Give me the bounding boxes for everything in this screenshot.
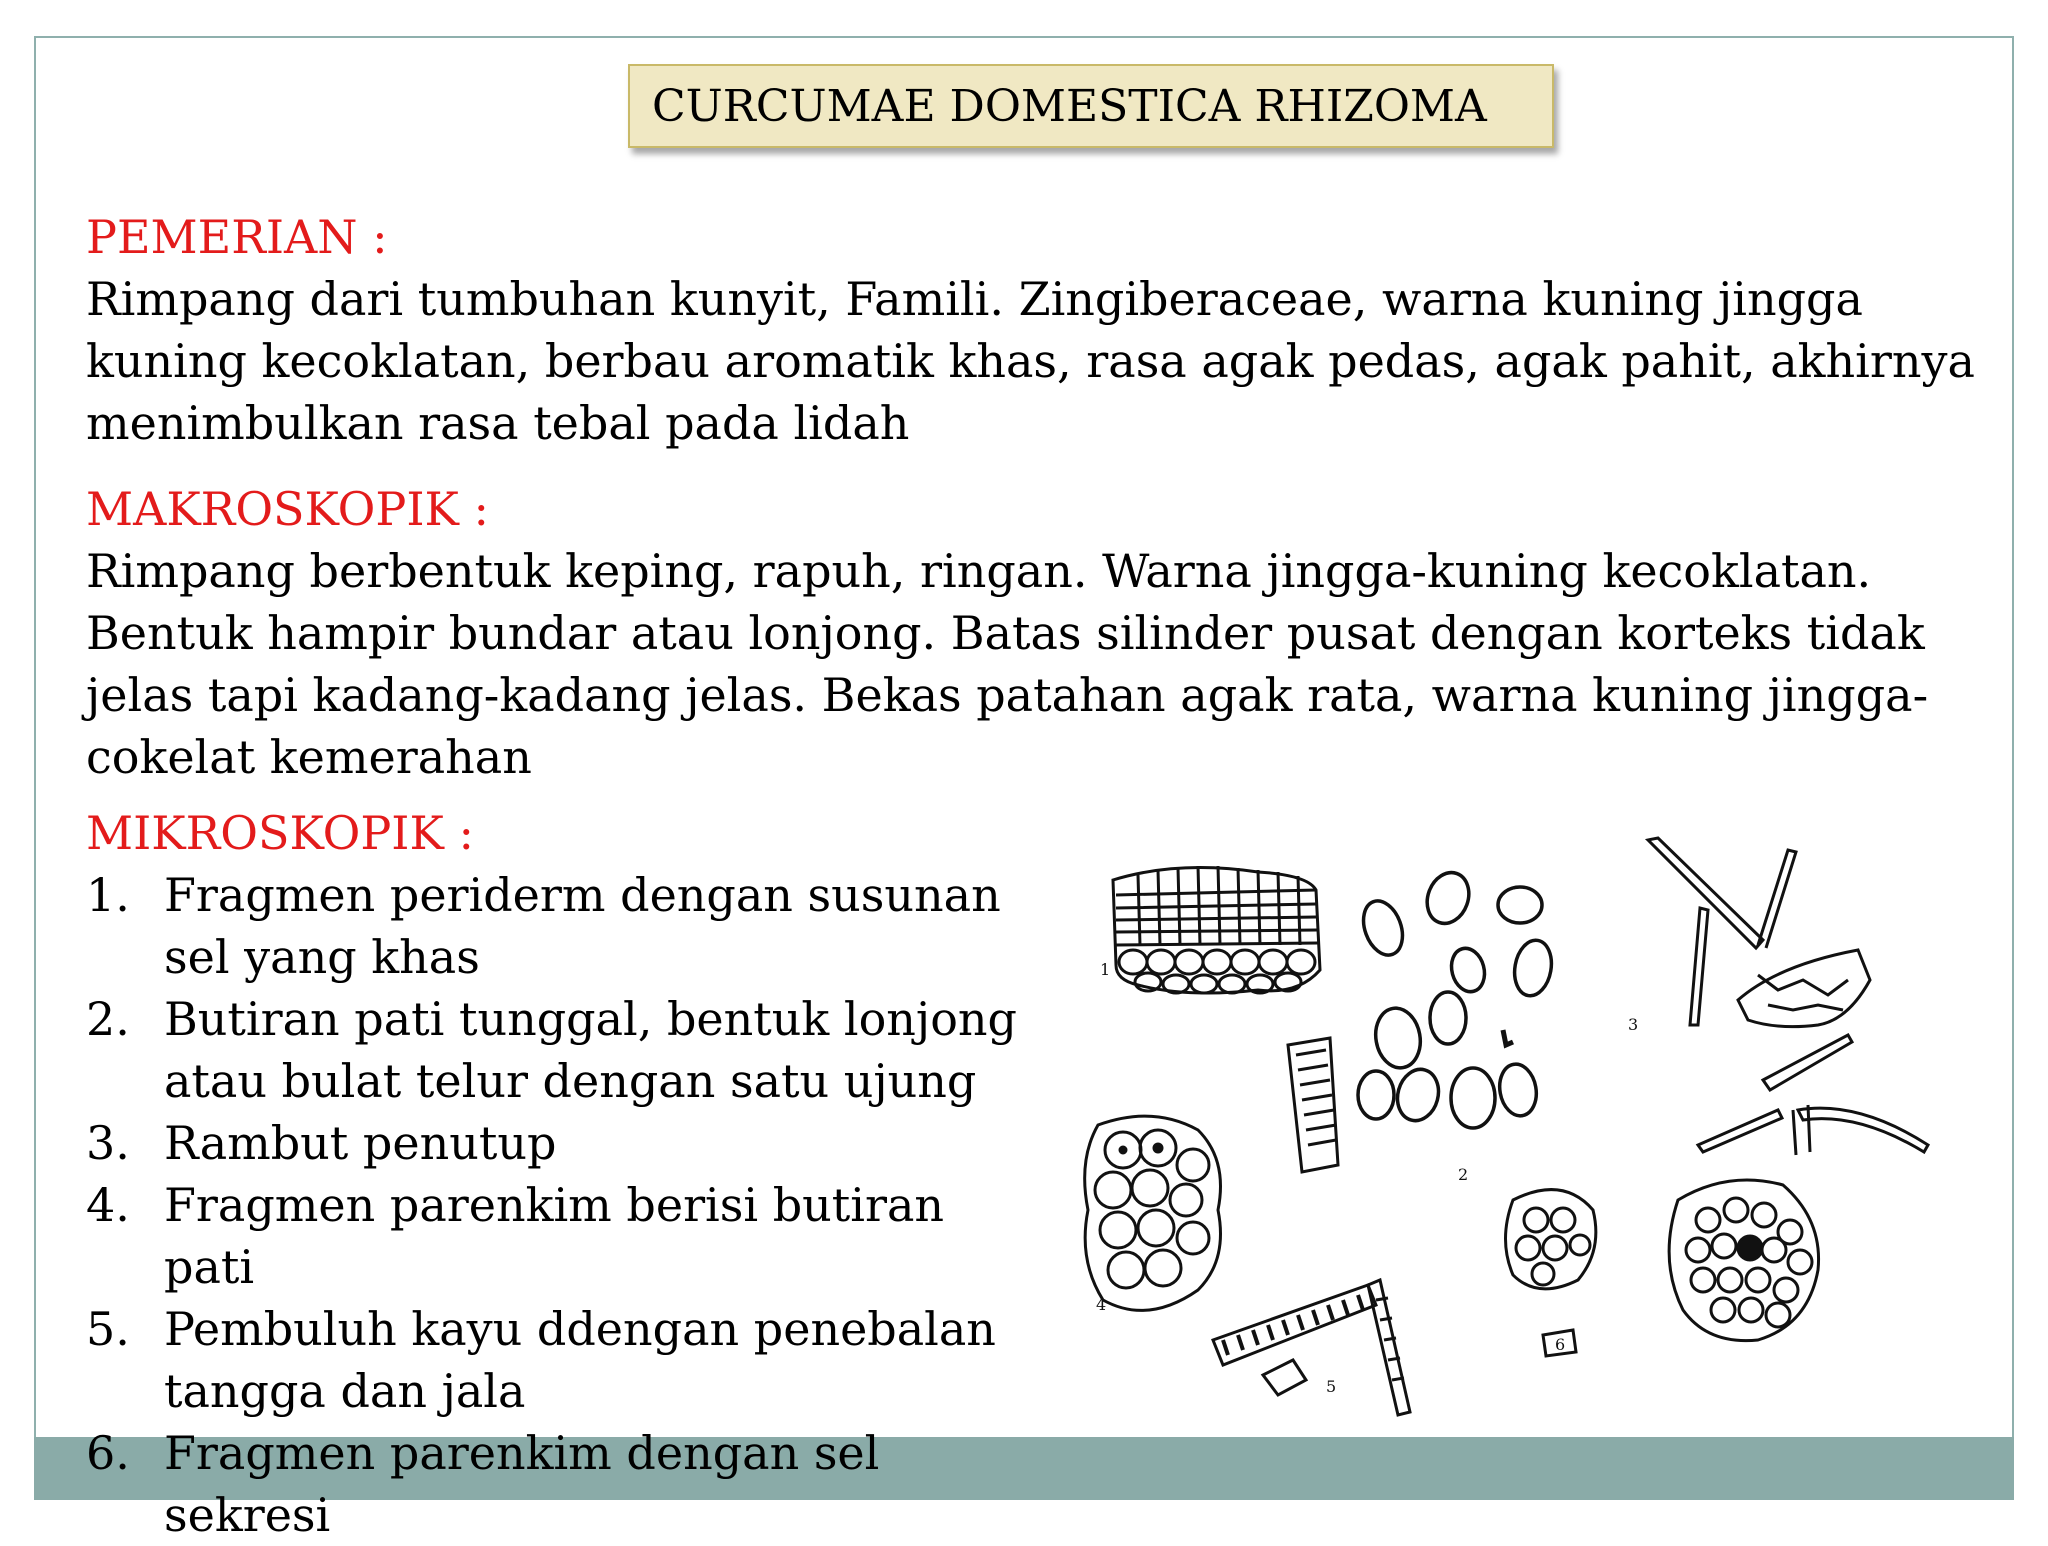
slide-title bbox=[628, 64, 1554, 148]
list-number: 6. bbox=[86, 1426, 130, 1480]
list-item-text: tangga dan jala bbox=[164, 1364, 526, 1418]
vessel-strand bbox=[1288, 1038, 1338, 1172]
slide-title-text: CURCUMAE DOMESTICA RHIZOMA bbox=[652, 80, 1487, 132]
list-item-text: Fragmen parenkim dengan sel sekresi bbox=[164, 1426, 880, 1542]
parenchyma-starch bbox=[1085, 1116, 1221, 1310]
list-number: 3. bbox=[86, 1116, 130, 1170]
list-item bbox=[86, 1422, 1046, 1546]
list-item bbox=[86, 1174, 1046, 1298]
list-item-text: Pembuluh kayu ddengan penebalan bbox=[164, 1302, 996, 1356]
list-number: 5. bbox=[86, 1302, 130, 1356]
list-item-text: Butiran pati tunggal, bentuk lonjong bbox=[164, 992, 1017, 1046]
makroskopik-line: cokelat kemerahan bbox=[86, 730, 532, 784]
xylem-vessels bbox=[1213, 1280, 1410, 1415]
list-item-text: Fragmen periderm dengan susunan bbox=[164, 868, 1001, 922]
mikroskopik-section bbox=[86, 802, 474, 864]
makroskopik-line: Bentuk hampir bundar atau lonjong. Batas silinder pusat dengan korteks tidak bbox=[86, 606, 1925, 660]
list-item bbox=[86, 1298, 1046, 1422]
makroskopik-section bbox=[86, 478, 1928, 788]
figure-label: 3 bbox=[1628, 1015, 1639, 1034]
list-item bbox=[86, 1112, 1046, 1174]
list-item-text: Rambut penutup bbox=[164, 1116, 557, 1170]
mikroskopik-list bbox=[86, 864, 1046, 1546]
parenchyma-secretory bbox=[1506, 1180, 1819, 1356]
list-item bbox=[86, 988, 1046, 1112]
covering-hairs bbox=[1648, 838, 1928, 1155]
figure-label: 6 bbox=[1555, 1335, 1566, 1354]
figure-label: 1 bbox=[1100, 960, 1111, 979]
figure-label: 5 bbox=[1326, 1377, 1337, 1396]
periderm-fragment bbox=[1113, 866, 1320, 993]
makroskopik-line: Rimpang berbentuk keping, rapuh, ringan. Warna jingga-kuning kecoklatan. bbox=[86, 544, 1872, 598]
figure-label: 2 bbox=[1458, 1165, 1469, 1184]
list-item-text: Fragmen parenkim berisi butiran pati bbox=[164, 1178, 945, 1294]
list-number: 1. bbox=[86, 868, 130, 922]
figure-label: 4 bbox=[1096, 1295, 1107, 1314]
list-item-text: atau bulat telur dengan satu ujung bbox=[164, 1054, 977, 1108]
starch-grains bbox=[1357, 867, 1556, 1128]
list-item bbox=[86, 864, 1046, 988]
list-item-text: sel yang khas bbox=[164, 930, 480, 984]
pemerian-line: Rimpang dari tumbuhan kunyit, Famili. Zingiberaceae, warna kuning jingga bbox=[86, 272, 1863, 326]
pemerian-line: kuning kecoklatan, berbau aromatik khas, rasa agak pedas, agak pahit, akhirnya bbox=[86, 334, 1975, 388]
microscopy-illustration bbox=[1058, 780, 1998, 1430]
pemerian-heading: PEMERIAN : bbox=[86, 210, 388, 264]
makroskopik-heading: MAKROSKOPIK : bbox=[86, 482, 489, 536]
pemerian-section bbox=[86, 206, 1975, 454]
pemerian-line: menimbulkan rasa tebal pada lidah bbox=[86, 396, 910, 450]
makroskopik-line: jelas tapi kadang-kadang jelas. Bekas patahan agak rata, warna kuning jingga- bbox=[86, 668, 1929, 722]
list-number: 4. bbox=[86, 1178, 130, 1232]
mikroskopik-heading: MIKROSKOPIK : bbox=[86, 806, 474, 860]
list-number: 2. bbox=[86, 992, 130, 1046]
